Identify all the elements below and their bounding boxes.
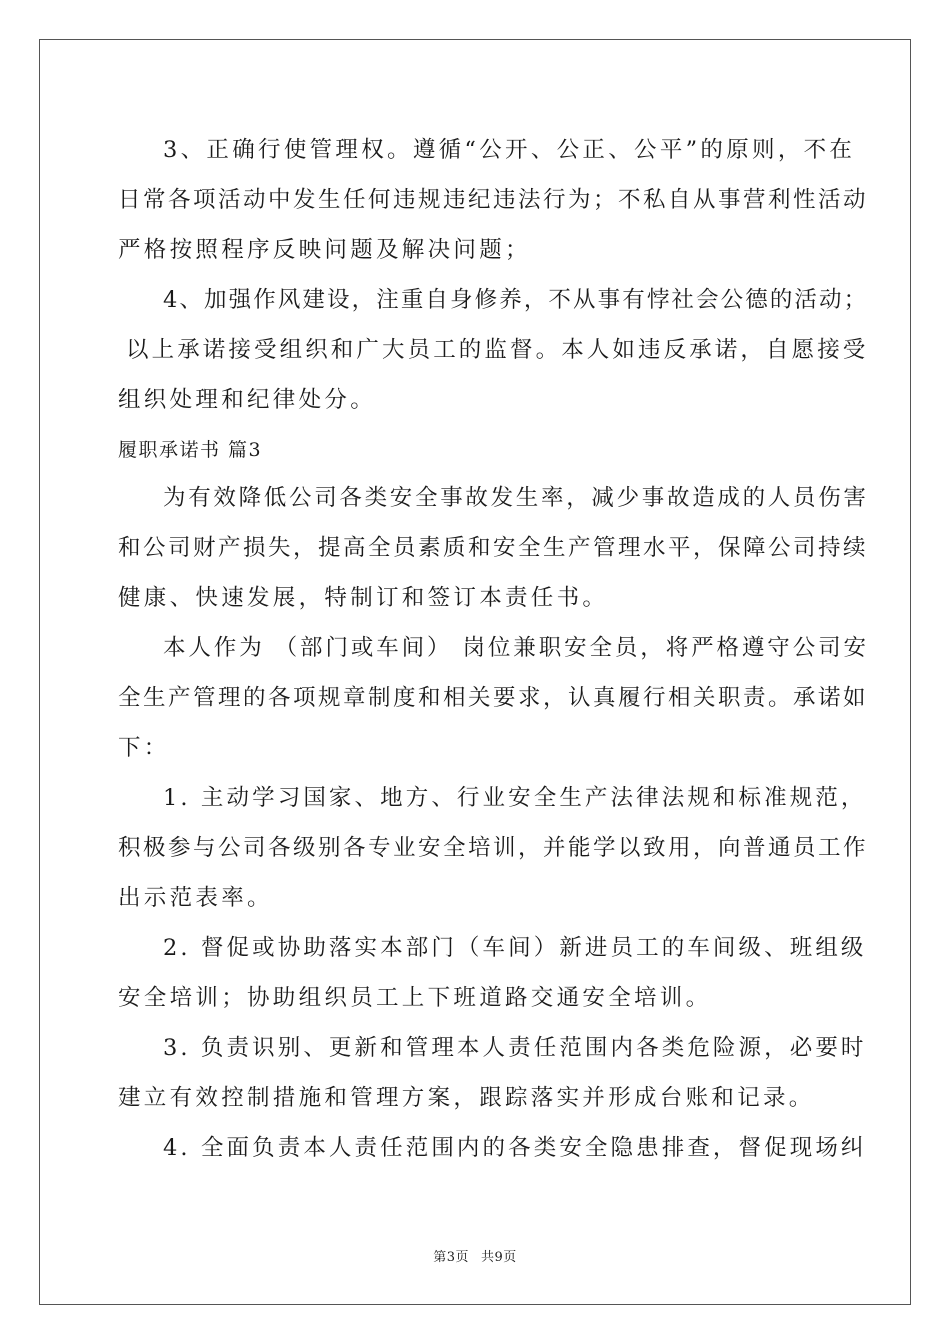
text-line: 建立有效控制措施和管理方案，跟踪落实并形成台账和记录。 <box>118 1085 815 1111</box>
text-line: 3. 负责识别、更新和管理本人责任范围内各类危险源，必要时 <box>163 1035 867 1061</box>
text-line: 1. 主动学习国家、地方、行业安全生产法律法规和标准规范， <box>163 785 867 811</box>
text-line: 日常各项活动中发生任何违规违纪违法行为；不私自从事营利性活动 <box>118 187 869 213</box>
text-line: 和公司财产损失，提高全员素质和安全生产管理水平，保障公司持续 <box>118 535 869 561</box>
text-line: 出示范表率。 <box>118 885 273 911</box>
text-line: 组织处理和纪律处分。 <box>118 387 377 413</box>
text-line: 积极参与公司各级别各专业安全培训，并能学以致用，向普通员工作 <box>118 835 869 861</box>
text-line: 下： <box>118 735 170 761</box>
text-line: 安全培训；协助组织员工上下班道路交通安全培训。 <box>118 985 712 1011</box>
section-heading: 履职承诺书 篇3 <box>118 439 263 461</box>
text-line: 3、正确行使管理权。遵循“公开、公正、公平”的原则，不在 <box>163 137 856 163</box>
page-footer <box>0 1246 950 1265</box>
text-line: 4. 全面负责本人责任范围内的各类安全隐患排查，督促现场纠 <box>163 1135 867 1161</box>
text-line: 健康、快速发展，特制订和签订本责任书。 <box>118 585 609 611</box>
text-line: 以上承诺接受组织和广大员工的监督。本人如违反承诺，自愿接受 <box>126 337 869 363</box>
page-total: 共9页 <box>481 1250 517 1265</box>
text-line: 本人作为 （部门或车间） 岗位兼职安全员，将严格遵守公司安 <box>163 635 869 661</box>
page-number: 第3页 <box>433 1250 469 1265</box>
text-line: 4、加强作风建设，注重自身修养，不从事有悖社会公德的活动； <box>163 287 869 313</box>
page-border <box>39 39 911 1305</box>
text-line: 严格按照程序反映问题及解决问题； <box>118 237 531 263</box>
text-line: 全生产管理的各项规章制度和相关要求，认真履行相关职责。承诺如 <box>118 685 869 711</box>
text-line: 2. 督促或协助落实本部门（车间）新进员工的车间级、班组级 <box>163 935 867 961</box>
text-line: 为有效降低公司各类安全事故发生率，减少事故造成的人员伤害 <box>163 485 869 511</box>
